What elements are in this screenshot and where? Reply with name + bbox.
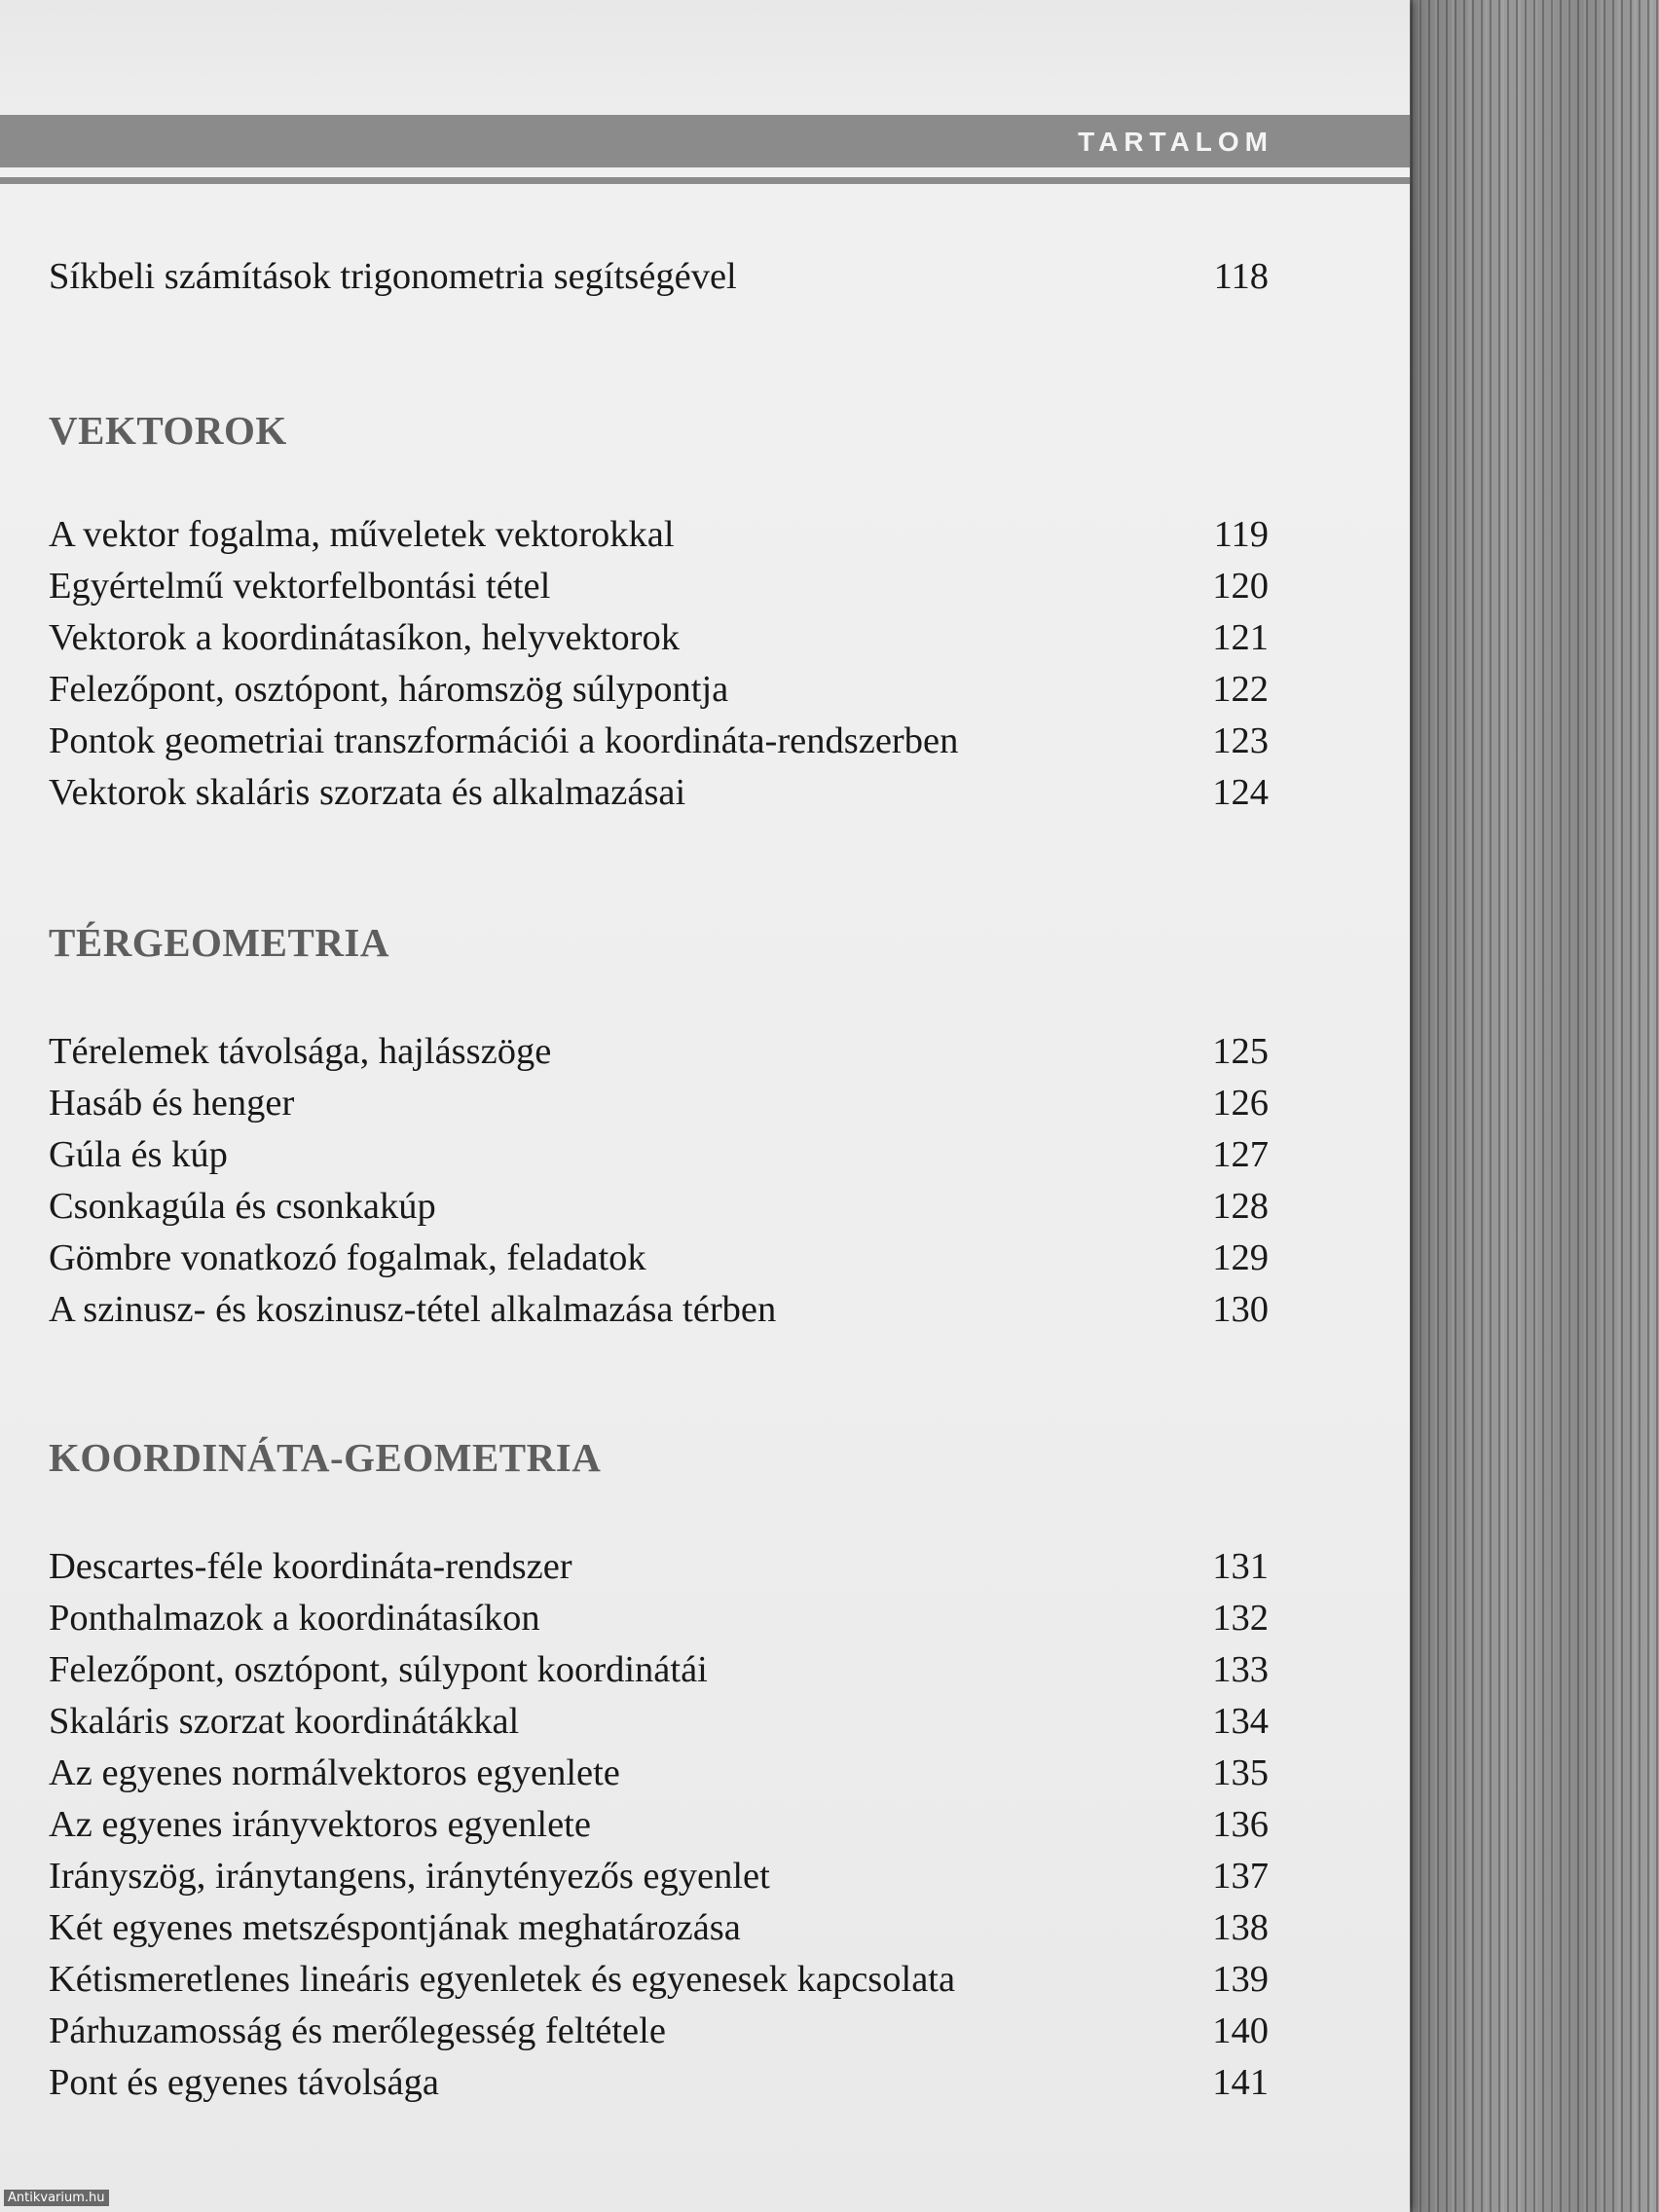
toc-entry [49, 1233, 1269, 1283]
toc-entry [49, 1181, 1269, 1232]
toc-entry-title: Az egyenes normálvektoros egyenlete [49, 1752, 620, 1793]
toc-entry-title: Pontok geometriai transzformációi a koordináta-rendszerben [49, 720, 959, 761]
toc-entry-title: Egyértelmű vektorfelbontási tétel [49, 566, 551, 607]
toc-entry-title: Ponthalmazok a koordinátasíkon [49, 1598, 540, 1639]
toc-entry-title: Hasáb és henger [49, 1083, 295, 1124]
toc-entry [49, 1078, 1269, 1128]
toc-entry [49, 1593, 1269, 1643]
toc-entry-title: Vektorok skaláris szorzata és alkalmazásai [49, 772, 686, 813]
toc-entry-page: 125 [1212, 1031, 1269, 1072]
toc-entry-page: 122 [1212, 669, 1269, 710]
toc-entry-page: 138 [1212, 1907, 1269, 1948]
toc-entry [49, 1799, 1269, 1850]
toc-entry-title: Az egyenes irányvektoros egyenlete [49, 1804, 591, 1845]
toc-entry-title: Két egyenes metszéspontjának meghatározása [49, 1907, 741, 1948]
toc-entry-page: 139 [1212, 1959, 1269, 2000]
toc-entry-page: 127 [1212, 1134, 1269, 1175]
toc-entry-page: 136 [1212, 1804, 1269, 1845]
toc-entry-title: A szinusz- és koszinusz-tétel alkalmazása térben [49, 1289, 777, 1330]
toc-entry-page: 131 [1212, 1546, 1269, 1587]
toc-entry [49, 1696, 1269, 1747]
toc-entry-title: Descartes-féle koordináta-rendszer [49, 1546, 572, 1587]
toc-entry [49, 664, 1269, 715]
toc-entry-page: 126 [1212, 1083, 1269, 1124]
toc-entry-title: Párhuzamosság és merőlegesség feltétele [49, 2010, 666, 2051]
toc-entry-page: 130 [1212, 1289, 1269, 1330]
toc-entry-title: A vektor fogalma, műveletek vektorokkal [49, 514, 675, 555]
toc-entry [49, 1954, 1269, 2005]
toc-entry-title: Felezőpont, osztópont, súlypont koordinátái [49, 1649, 708, 1690]
toc-entry-page: 135 [1212, 1752, 1269, 1793]
section-heading-vektorok: VEKTOROK [49, 408, 287, 453]
header-rule [0, 177, 1410, 184]
toc-entry-title: Térelemek távolsága, hajlásszöge [49, 1031, 552, 1072]
toc-entry-page: 128 [1212, 1186, 1269, 1227]
toc-entry-page: 140 [1212, 2010, 1269, 2051]
toc-entry [49, 1748, 1269, 1798]
toc-entry [49, 767, 1269, 818]
toc-entry [49, 612, 1269, 663]
toc-entry [49, 1541, 1269, 1592]
toc-entry-page: 132 [1212, 1598, 1269, 1639]
header-title: TARTALOM [1078, 127, 1273, 157]
section-heading-koordinata-geometria: KOORDINÁTA-GEOMETRIA [49, 1435, 602, 1480]
toc-entry-title: Irányszög, iránytangens, iránytényezős egyenlet [49, 1856, 770, 1897]
toc-entry-title: Gúla és kúp [49, 1134, 228, 1175]
toc-entry-page: 137 [1212, 1856, 1269, 1897]
toc-entry-title: Síkbeli számítások trigonometria segítségével [49, 256, 737, 297]
toc-entry [49, 1644, 1269, 1695]
toc-entry-title: Csonkagúla és csonkakúp [49, 1186, 436, 1227]
toc-entry-title: Kétismeretlenes lineáris egyenletek és egyenesek kapcsolata [49, 1959, 956, 2000]
toc-entry [49, 1284, 1269, 1335]
toc-entry [49, 1902, 1269, 1953]
toc-entry [49, 1129, 1269, 1180]
toc-entry-page: 133 [1212, 1649, 1269, 1690]
toc-entry [49, 251, 1269, 302]
toc-entry-page: 129 [1212, 1237, 1269, 1278]
wooden-table-background [1402, 0, 1659, 2212]
toc-entry-page: 124 [1212, 772, 1269, 813]
toc-entry-page: 123 [1212, 720, 1269, 761]
toc-entry [49, 1026, 1269, 1077]
toc-entry-page: 119 [1213, 514, 1269, 555]
toc-entry-title: Skaláris szorzat koordinátákkal [49, 1701, 520, 1742]
toc-entry-page: 120 [1212, 566, 1269, 607]
watermark: Antikvarium.hu [4, 2190, 109, 2206]
toc-entry [49, 2006, 1269, 2056]
toc-entry-page: 134 [1212, 1701, 1269, 1742]
toc-entry [49, 561, 1269, 611]
toc-entry [49, 2057, 1269, 2108]
toc-entry-title: Gömbre vonatkozó fogalmak, feladatok [49, 1237, 646, 1278]
toc-entry-page: 121 [1212, 617, 1269, 658]
toc-entry [49, 509, 1269, 560]
toc-entry-page: 141 [1212, 2062, 1269, 2103]
section-heading-tergeometria: TÉRGEOMETRIA [49, 920, 389, 965]
toc-entry-title: Pont és egyenes távolsága [49, 2062, 439, 2103]
toc-entry [49, 716, 1269, 766]
toc-entry-title: Vektorok a koordinátasíkon, helyvektorok [49, 617, 680, 658]
toc-entry-title: Felezőpont, osztópont, háromszög súlypontja [49, 669, 729, 710]
toc-entry-page: 118 [1213, 256, 1269, 297]
toc-entry [49, 1851, 1269, 1901]
